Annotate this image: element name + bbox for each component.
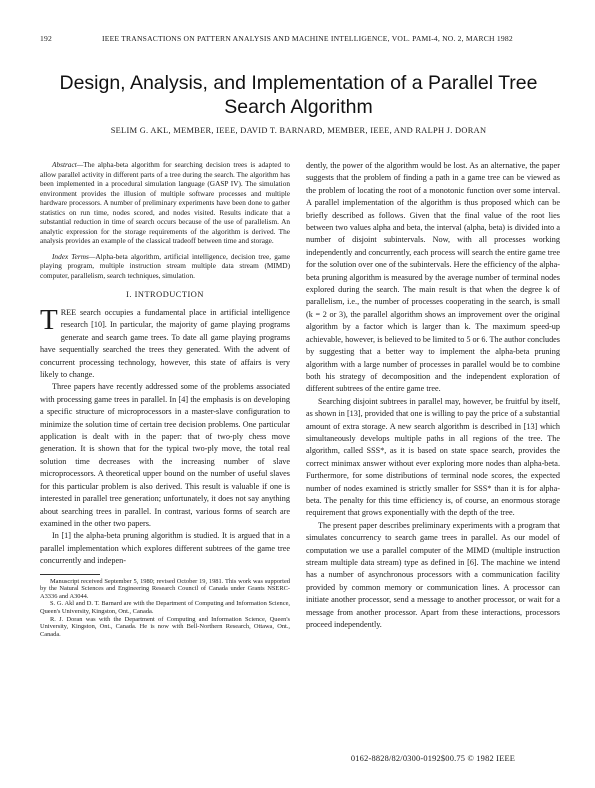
footnote-affiliation-1: S. G. Akl and D. T. Barnard are with the Department of Computing and Information Science, Queen's University, Kingston, Ont., Canada.: [40, 600, 290, 615]
author-line: SELIM G. AKL, MEMBER, IEEE, DAVID T. BARNARD, MEMBER, IEEE, AND RALPH J. DORAN: [110, 126, 487, 135]
right-paragraph-2: Searching disjoint subtrees in parallel may, however, be fruitful by itself, as shown in [13], provided that one is willing to pay the price of a substantial amount of extra storage. A new search algorithm is described in [13] which simultaneously develops multiple paths in all regions of the tree. The algorithm, called SSS*, as it is based on state space search, provides the correct minimax answer without ever exploring more nodes than alpha-beta. Furthermore, for some distributions of terminal node scores, the expected number of nodes examined is strictly smaller for SSS* than it is for alpha-beta. The penalty for this time efficiency is, of course, an enormous storage requirement that grows exponentially with the depth of the tree.: [306, 396, 560, 518]
intro-paragraph-3: In [1] the alpha-beta pruning algorithm is studied. It is argued that in a parallel implementation which explores different subtrees of the game tree concurrently and indepen-: [40, 531, 290, 566]
abstract-text: The alpha-beta algorithm for searching decision trees is adapted to allow parallel activity in different parts of a tree during the search. The algorithm has been implemented in a procedural simulation language (GASP IV). The simulation environment provides the illusion of multiple software processes and multiple hardware processors. A number of preliminary experiments have been done to gather statistics on run time, nodes scored, and nodes visited. Results indicate that a substantial reduction in time of search occurs because of the use of parallelism. An analytic expression for the storage requirements of the algorithm is derived. The analysis provides an example of the classical tradeoff between time and storage.: [40, 160, 290, 245]
page-number: 192: [40, 34, 52, 43]
intro-paragraph-1: [40, 304, 290, 381]
left-column: [40, 160, 290, 638]
intro-paragraph-2: Three papers have recently addressed some of the problems associated with processing game trees in parallel. In [4] the emphasis is on developing a specific structure of microprocessors in a master-slave configuration to minimize the solution time of certain tree decision problems. One particular application is dealt with in the paper: that of two-ply chess move generation. It is shown that for the typical two-ply move, the total real solution time decreases with the increasing number of slave microprocessors. A theoretical upper bound on the number of useful slaves for this particular problem is also derived. This result is valuable if one is interested in parallel tree generation; unfortunately, it does not say anything about searching trees in parallel. In contrast, various forms of search are examined in the other two papers.: [40, 382, 290, 528]
index-terms-text: Alpha-beta algorithm, artificial intelligence, decision tree, game playing program, multiple instruction stream multiple data stream (MIMD) computer, parallelism, search techniques, simulation.: [40, 251, 291, 280]
intro-paragraph-1-text: REE search occupies a fundamental place in artificial intelligence research [10]. In particular, the majority of game playing programs generate and search game trees. To date all game playing programs have sequentially searched the trees they generated. With the advent of concurrent processing technology, however, this state of affairs is very likely to change.: [40, 308, 290, 380]
index-terms-label: Index Terms—: [52, 251, 96, 261]
abstract-label: Abstract—: [52, 160, 84, 169]
journal-header: IEEE TRANSACTIONS ON PATTERN ANALYSIS AND MACHINE INTELLIGENCE, VOL. PAMI-4, NO. 2, MARCH 1982: [102, 34, 513, 43]
right-paragraph-1: dently, the power of the algorithm would be lost. As an alternative, the paper suggests that the problem of finding a path in a game tree can be viewed as the problem of locating the root of a monotonic function over some interval. A parallel implementation of the algorithm is thus proposed which can be briefly described as follows. Given that the final value of the root lies between two values alpha and beta, the interval (alpha, beta) is divided into a number of disjoint subintervals. Now, with all processes working independently and concurrently, each process will search the entire game tree for the solution over one of the subintervals. Here the efficiency of the alpha-beta pruning algorithm is measured by the average number of terminal nodes explored during the search. The main result is that when the degree k of parallelism, i.e., the number of processes cooperating in the search, is small (k = 2 or 3), the parallel algorithm shows an improvement over the original algorithm by a factor which is larger than k. The maximum speed-up achievable, however, is believed to be limited to 5 or 6. The author concludes by suggesting that a better way to implement the alpha-beta pruning algorithm with a large number of processes in parallel would be to combine both his strategy of decomposition and the independent exploration of different subtrees of the entire game tree.: [306, 161, 560, 394]
right-paragraph-3: The present paper describes preliminary experiments with a program that simulates concurrency to search game trees in parallel. As our model of computation we use a parallel computer of the MIMD (multiple instruction stream multiple data stream) type as defined in [6]. The machine we intend has a number of asynchronous processors with a communication facility provided by common memory or communication lines. A processor can initiate another processor, send a message to another processor, or wait for a message from another processor. Apart from these interactions, processors proceed independently.: [306, 520, 560, 630]
drop-cap: T: [40, 304, 58, 336]
copyright-line: 0162-8828/82/0300-0192$00.75 © 1982 IEEE: [350, 754, 516, 763]
index-terms: [40, 252, 290, 281]
paper-title: Design, Analysis, and Implementation of a Parallel Tree Search Algorithm: [59, 72, 538, 119]
footnote-manuscript: Manuscript received September 5, 1980; revised October 19, 1981. This work was supported by the Natural Sciences and Engineering Research Council of Canada under Grants NSERC-A3336 and A3044.: [40, 577, 290, 600]
section-heading: I. INTRODUCTION: [126, 290, 204, 299]
right-column: [306, 160, 560, 631]
abstract: [40, 160, 290, 246]
footnote-affiliation-2: R. J. Doran was with the Department of Computing and Information Science, Queen's University, Kingston, Ont., Canada. He is now with Bell-Northern Research, Ottawa, Ont., Canada.: [40, 615, 290, 638]
running-head: [40, 34, 557, 46]
footnote-divider: [40, 574, 100, 575]
